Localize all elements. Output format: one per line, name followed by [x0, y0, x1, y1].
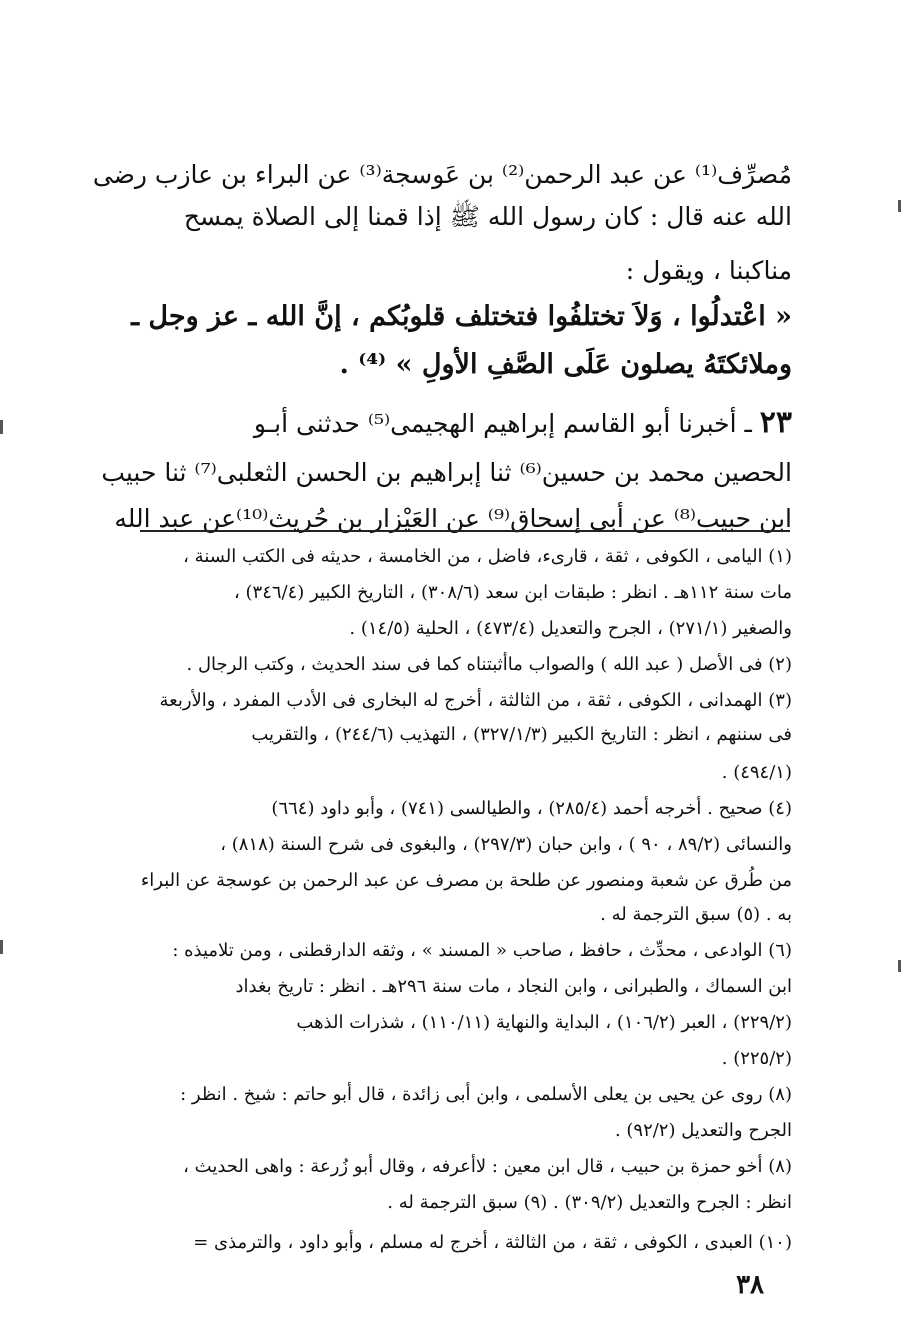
- hadith-text-line-2: وملائكتَهُ يصلون عَلَى الصَّفِ الأولِ » ⁽⁴⁾ .: [339, 349, 792, 380]
- footnote-line: والصغير (٢٧١/١) ، الجرح والتعديل (٤٧٣/٤) ، الحلية (١٤/٥) .: [349, 618, 792, 639]
- footnote-line: (٣) الهمدانى ، الكوفى ، ثقة ، من الثالثة ، أخرج له البخارى فى الأدب المفرد ، والأربعة: [159, 690, 792, 711]
- footnote-line: (١٠) العبدى ، الكوفى ، ثقة ، من الثالثة ، أخرج له مسلم ، وأبو داود ، والترمذى =: [193, 1232, 792, 1253]
- footnote-line: مات سنة ١١٢هـ . انظر : طبقات ابن سعد (٣٠٨/٦) ، التاريخ الكبير (٣٤٦/٤) ،: [233, 582, 792, 603]
- footnote-line: انظر : الجرح والتعديل (٣٠٩/٢) . (٩) سبق الترجمة له .: [387, 1192, 792, 1213]
- main-text-line-2: الله عنه قال : كان رسول الله ﷺ إذا قمنا إلى الصلاة يمسح: [183, 202, 792, 231]
- footnote-line: (١) اليامى ، الكوفى ، ثقة ، قارىء، فاضل ، من الخامسة ، حديثه فى الكتب السنة ،: [183, 546, 792, 567]
- footnote-line: (٨) أخو حمزة بن حبيب ، قال ابن معين : لاأعرفه ، وقال أبو زُرعة : واهى الحديث ،: [183, 1156, 792, 1177]
- scan-edge-mark: [0, 940, 3, 954]
- footnote-line: من طُرق عن شعبة ومنصور عن طلحة بن مصرف عن عبد الرحمن بن عوسجة عن البراء: [140, 870, 792, 891]
- footnote-line: (٢) فى الأصل ( عبد الله ) والصواب ماأثبتناه كما فى سند الحديث ، وكتب الرجال .: [186, 654, 792, 675]
- hadith-number: ٢٣: [759, 405, 792, 440]
- scan-edge-mark: [0, 420, 3, 434]
- scan-edge-mark: [898, 200, 901, 212]
- main-text-line-1: مُصرِّف⁽¹⁾ عن عبد الرحمن⁽²⁾ بن عَوسجة⁽³⁾ عن البراء بن عازب رضى: [92, 160, 792, 189]
- footnote-separator: [140, 530, 790, 532]
- footnote-line: (٤٩٤/١) .: [721, 762, 792, 783]
- footnote-line: (٢٢٩/٢) ، العبر (١٠٦/٢) ، البداية والنهاية (١١٠/١١) ، شذرات الذهب: [296, 1012, 792, 1033]
- footnote-line: ابن السماك ، والطبرانى ، وابن النجاد ، مات سنة ٢٩٦هـ . انظر : تاريخ بغداد: [235, 976, 792, 997]
- page-number: ٣٨: [736, 1270, 764, 1300]
- hadith-text-line-1: « اعْتدلُوا ، وَلاَ تختلفُوا فتختلف قلوبُكم ، إنَّ الله ـ عز وجل ـ: [131, 301, 792, 332]
- isnad-line-1: [112, 396, 792, 450]
- footnote-line: به . (٥) سبق الترجمة له .: [600, 904, 792, 925]
- footnote-line: والنسائى (٨٩/٢ ، ٩٠ ) ، وابن حبان (٢٩٧/٣) ، والبغوى فى شرح السنة (٨١٨) ،: [220, 834, 792, 855]
- footnote-line: (٨) روى عن يحيى بن يعلى الأسلمى ، وابن أبى زائدة ، قال أبو حاتم : شيخ . انظر :: [180, 1084, 792, 1105]
- main-text-line-3: مناكبنا ، ويقول :: [625, 256, 792, 285]
- footnote-line: (٢٢٥/٢) .: [721, 1048, 792, 1069]
- scan-edge-mark: [898, 960, 901, 972]
- footnote-line: (٦) الوادعى ، محدِّث ، حافظ ، صاحب « المسند » ، وثقه الدارقطنى ، ومن تلاميذه :: [172, 940, 792, 961]
- isnad-line-2: الحصين محمد بن حسين⁽⁶⁾ ثنا إبراهيم بن الحسن الثعلبى⁽⁷⁾ ثنا حبيب: [101, 458, 792, 487]
- footnote-line: (٤) صحيح . أخرجه أحمد (٢٨٥/٤) ، والطيالسى (٧٤١) ، وأبو داود (٦٦٤): [271, 798, 792, 819]
- isnad-line-3: ابن حبيب⁽⁸⁾ عن أبى إسحاق⁽⁹⁾ عن العَيْزار بن حُريث⁽¹⁰⁾عن عبد الله: [114, 504, 792, 533]
- footnote-line: فى سننهم ، انظر : التاريخ الكبير (٣٢٧/١/٣) ، التهذيب (٢٤٤/٦) ، والتقريب: [251, 724, 792, 745]
- footnote-line: الجرح والتعديل (٩٢/٢) .: [614, 1120, 792, 1141]
- isnad-line-1-text: ـ أخبرنا أبو القاسم إبراهيم الهجيمى⁽⁵⁾ حدثنى أبـو: [253, 409, 752, 438]
